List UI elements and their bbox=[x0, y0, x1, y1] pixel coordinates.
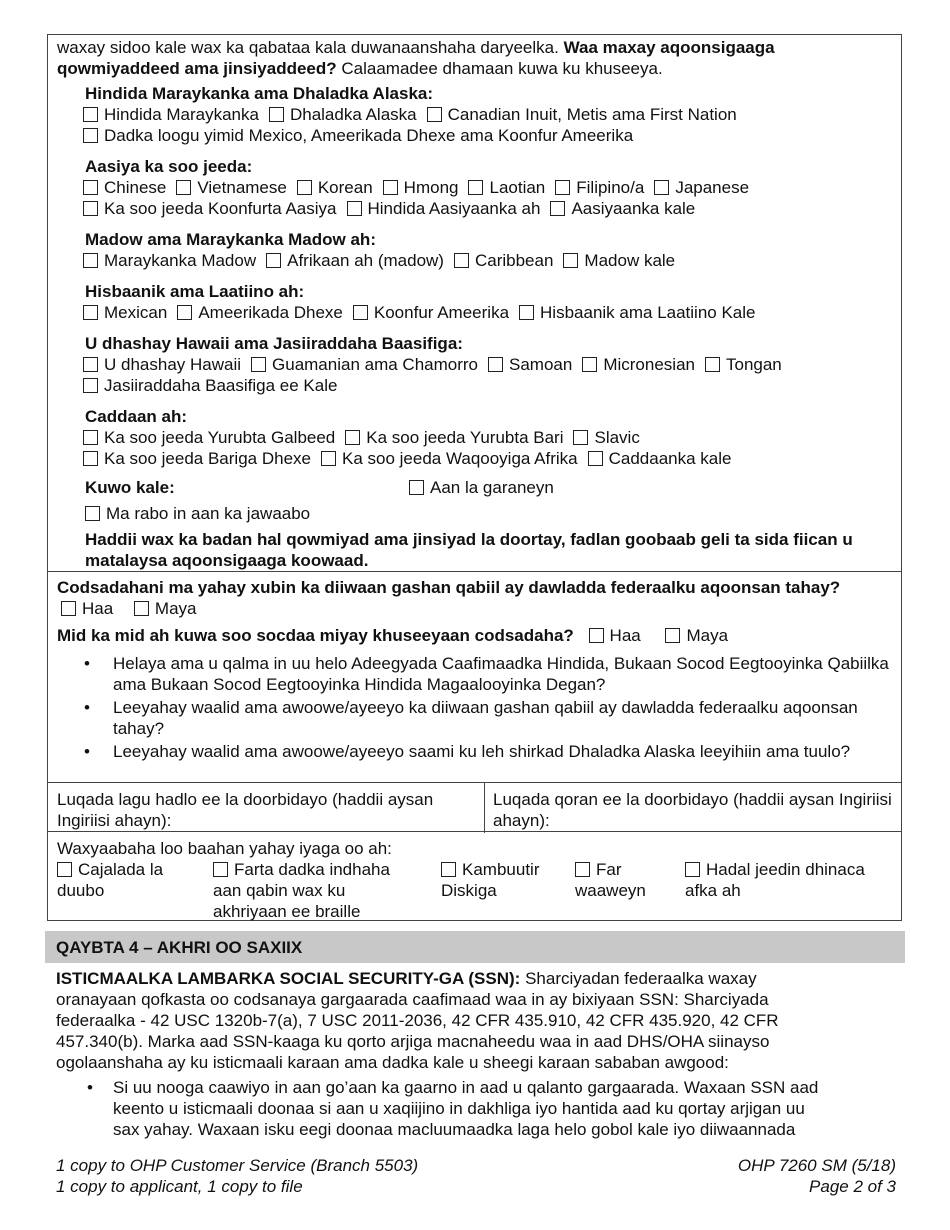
ethnicity-checkbox[interactable] bbox=[83, 378, 98, 393]
tribe-bullet: • Leeyahay waalid ama awoowe/ayeeyo saami ku leh shirkad Dhaladka Alaska leeyihiin ama tuulo? bbox=[48, 741, 898, 762]
ssn-line: 457.340(b). Marka aad SSN-kaaga ku qorto arjiga macnaheedu waa in aad DHS/OHA siinayso bbox=[56, 1032, 770, 1051]
ethnicity-group bbox=[85, 229, 898, 271]
ethnicity-group bbox=[85, 333, 898, 396]
access-option-line: waaweyn bbox=[575, 881, 646, 900]
access-option[interactable] bbox=[213, 859, 390, 922]
ethnicity-option[interactable] bbox=[176, 177, 286, 198]
ethnicity-option-label: Maraykanka Madow bbox=[104, 251, 257, 270]
access-option-line: duubo bbox=[57, 881, 105, 900]
ethnicity-checkbox[interactable] bbox=[321, 451, 336, 466]
ethnicity-option-row bbox=[83, 177, 898, 198]
access-option-label: Cajalada la bbox=[78, 860, 164, 879]
ethnicity-checkbox[interactable] bbox=[427, 107, 442, 122]
section-4-header bbox=[45, 931, 905, 963]
unknown-label: Aan la garaneyn bbox=[430, 478, 554, 497]
ethnicity-option[interactable] bbox=[555, 177, 644, 198]
ethnicity-option-row bbox=[83, 302, 898, 323]
ethnicity-checkbox[interactable] bbox=[347, 201, 362, 216]
ethnicity-option-label: Dadka loogu yimid Mexico, Ameerikada Dhexe ama Koonfur Ameerika bbox=[104, 126, 634, 145]
ethnicity-option[interactable] bbox=[345, 427, 563, 448]
access-option-label: Hadal jeedin dhinaca bbox=[706, 860, 865, 879]
ethnicity-option[interactable] bbox=[83, 448, 311, 469]
ethnicity-checkbox[interactable] bbox=[83, 357, 98, 372]
ethnicity-option-row bbox=[83, 427, 898, 448]
ethnicity-option-label: Hindida Maraykanka bbox=[104, 105, 259, 124]
ethnicity-checkbox[interactable] bbox=[297, 180, 312, 195]
ethnicity-checkbox[interactable] bbox=[177, 305, 192, 320]
q1-no-label: Maya bbox=[154, 599, 197, 618]
ethnicity-group-title: U dhashay Hawaii ama Jasiiraddaha Baasifiga: bbox=[85, 334, 463, 353]
ethnicity-option[interactable] bbox=[177, 302, 343, 323]
ethnicity-option[interactable] bbox=[488, 354, 572, 375]
ethnicity-option[interactable] bbox=[427, 104, 737, 125]
ethnicity-option-label: Ka soo jeeda Koonfurta Aasiya bbox=[104, 199, 337, 218]
access-checkbox[interactable] bbox=[57, 862, 72, 877]
q2-yes-label: Haa bbox=[609, 626, 641, 645]
q2-no-label: Maya bbox=[686, 626, 729, 645]
ethnicity-checkbox[interactable] bbox=[488, 357, 503, 372]
q2-no-checkbox[interactable] bbox=[665, 628, 680, 643]
access-option-line bbox=[441, 859, 539, 880]
language-divider bbox=[484, 783, 485, 833]
ssn-bullet-line: keento u isticmaali doonaa si aan u xaqiijino in dakhliga iyo hantida aad ku qortay arjigan uu bbox=[113, 1099, 805, 1118]
tribe-bullets bbox=[48, 653, 898, 762]
ethnicity-option-label: Canadian Inuit, Metis ama First Nation bbox=[447, 105, 737, 124]
other-label: Kuwo kale: bbox=[85, 478, 175, 497]
ethnicity-group-title: Caddaan ah: bbox=[85, 407, 188, 426]
ethnicity-option[interactable] bbox=[83, 125, 633, 146]
tribe-section bbox=[47, 571, 902, 782]
ethnicity-checkbox[interactable] bbox=[582, 357, 597, 372]
ethnicity-option-label: Vietnamese bbox=[197, 178, 287, 197]
tribe-question-1 bbox=[57, 577, 887, 619]
access-option[interactable] bbox=[57, 859, 163, 901]
ethnicity-group bbox=[85, 281, 898, 323]
ethnicity-option[interactable] bbox=[383, 177, 459, 198]
ethnicity-option[interactable] bbox=[251, 354, 478, 375]
q1-no-checkbox[interactable] bbox=[134, 601, 149, 616]
ethnicity-group bbox=[85, 156, 898, 219]
footer-left-2: 1 copy to applicant, 1 copy to file bbox=[56, 1177, 303, 1196]
ethnicity-option-label: Jasiiraddaha Baasifiga ee Kale bbox=[104, 376, 338, 395]
access-option-label: Far bbox=[596, 860, 622, 879]
ethnicity-option-label: U dhashay Hawaii bbox=[104, 355, 242, 374]
ethnicity-option[interactable] bbox=[550, 198, 695, 219]
access-option-line bbox=[685, 859, 865, 880]
section-4-title: QAYBTA 4 – AKHRI OO SAXIIX bbox=[56, 938, 303, 957]
ethnicity-checkbox[interactable] bbox=[83, 128, 98, 143]
ethnicity-option[interactable] bbox=[582, 354, 695, 375]
ethnicity-option-label: Laotian bbox=[489, 178, 546, 197]
access-checkbox[interactable] bbox=[213, 862, 228, 877]
ethnicity-option-label: Hisbaanik ama Laatiino Kale bbox=[540, 303, 756, 322]
ethnicity-checkbox[interactable] bbox=[83, 305, 98, 320]
language-section bbox=[47, 782, 902, 832]
ssn-bullet-line: sax yahay. Waxaan isku eegi doonaa macluumaadka laga helo gobol kale iyo diiwaannada bbox=[113, 1120, 796, 1139]
ethnicity-option-label: Samoan bbox=[509, 355, 573, 374]
ethnicity-checkbox[interactable] bbox=[251, 357, 266, 372]
ethnicity-option-label: Hmong bbox=[403, 178, 459, 197]
ssn-line: ogolaanshaha ay ku isticmaali karaan ama dadka kale u sheegi karaan sababan awgood: bbox=[56, 1053, 729, 1072]
access-option-line: akhriyaan ee braille bbox=[213, 902, 361, 921]
ethnicity-checkbox[interactable] bbox=[83, 107, 98, 122]
ethnicity-option-label: Madow kale bbox=[584, 251, 676, 270]
ethnicity-option-label: Ka soo jeeda Yurubta Bari bbox=[366, 428, 564, 447]
ethnicity-option[interactable] bbox=[297, 177, 373, 198]
ssn-bullet bbox=[56, 1077, 906, 1140]
ethnicity-option[interactable] bbox=[321, 448, 578, 469]
tribe-question-2-text: Mid ka mid ah kuwa soo socdaa miyay khuseeyaan codsadaha? bbox=[57, 626, 574, 645]
access-checkbox[interactable] bbox=[441, 862, 456, 877]
ethnicity-checkbox[interactable] bbox=[83, 253, 98, 268]
access-option-line: afka ah bbox=[685, 881, 741, 900]
unknown-checkbox[interactable] bbox=[409, 480, 424, 495]
access-option-line bbox=[575, 859, 646, 880]
ethnicity-group-title: Aasiya ka soo jeeda: bbox=[85, 157, 253, 176]
q2-yes-option[interactable] bbox=[589, 625, 641, 646]
ethnicity-option[interactable] bbox=[573, 427, 639, 448]
q1-yes-option[interactable] bbox=[61, 598, 113, 619]
access-needs-section bbox=[47, 831, 902, 921]
access-option-label: Kambuutir bbox=[462, 860, 540, 879]
ethnicity-option-label: Caddaanka kale bbox=[608, 449, 732, 468]
ethnicity-option-row bbox=[83, 125, 898, 146]
access-option-line bbox=[213, 859, 390, 880]
ethnicity-option-label: Hindida Aasiyaanka ah bbox=[367, 199, 541, 218]
ethnicity-option-label: Koonfur Ameerika bbox=[373, 303, 510, 322]
ethnicity-option[interactable] bbox=[347, 198, 541, 219]
ethnicity-checkbox[interactable] bbox=[83, 180, 98, 195]
access-option-line bbox=[57, 859, 163, 880]
ssn-line: oranayaan qofkasta oo codsanaya gargaarada caafimaad waa in ay bixiyaan SSN: Sharciyada bbox=[56, 990, 769, 1009]
ethnicity-option[interactable] bbox=[83, 177, 166, 198]
ethnicity-group-title: Hisbaanik ama Laatiino ah: bbox=[85, 282, 305, 301]
ethnicity-option-row bbox=[83, 104, 898, 125]
ssn-heading: ISTICMAALKA LAMBARKA SOCIAL SECURITY-GA (SSN): bbox=[56, 969, 521, 988]
intro-instruction: Calaamadee dhamaan kuwa ku khuseeya. bbox=[341, 59, 663, 78]
ethnicity-option-label: Filipino/a bbox=[576, 178, 645, 197]
ethnicity-option-label: Ka soo jeeda Yurubta Galbeed bbox=[104, 428, 336, 447]
ethnicity-option-label: Caribbean bbox=[474, 251, 554, 270]
ethnicity-option[interactable] bbox=[83, 354, 241, 375]
ethnicity-group bbox=[85, 83, 898, 146]
tribe-question-2 bbox=[57, 625, 897, 646]
q2-no-option[interactable] bbox=[665, 625, 728, 646]
ethnicity-checkbox[interactable] bbox=[83, 201, 98, 216]
ethnicity-intro bbox=[57, 37, 897, 79]
ethnicity-option[interactable] bbox=[468, 177, 545, 198]
ethnicity-section bbox=[47, 34, 902, 572]
ethnicity-option[interactable] bbox=[83, 302, 167, 323]
ethnicity-option-label: Ka soo jeeda Waqooyiga Afrika bbox=[341, 449, 578, 468]
ethnicity-option-label: Guamanian ama Chamorro bbox=[272, 355, 478, 374]
tribe-bullet: • Helaya ama u qalma in uu helo Adeegyada Caafimaadka Hindida, Bukaan Socod Eegtooyinka Qabiilka ama Bukaan Socod Eegtooyinka Hindida Magaalooyinka Degan? bbox=[48, 653, 898, 695]
q2-yes-checkbox[interactable] bbox=[589, 628, 604, 643]
access-option-label: Farta dadka indhaha bbox=[234, 860, 390, 879]
tribe-question-1-text: Codsadahani ma yahay xubin ka diiwaan gashan qabiil ay dawladda federaalku aqoonsan tahay? bbox=[57, 578, 841, 597]
access-option[interactable] bbox=[575, 859, 646, 901]
ethnicity-option-row bbox=[83, 354, 898, 375]
ethnicity-checkbox[interactable] bbox=[654, 180, 669, 195]
ethnicity-checkbox[interactable] bbox=[83, 430, 98, 445]
intro-text: waxay sidoo kale wax ka qabataa kala duwanaanshaha daryeelka. bbox=[57, 38, 559, 57]
ethnicity-option[interactable] bbox=[705, 354, 782, 375]
access-option[interactable] bbox=[685, 859, 865, 901]
ethnicity-option[interactable] bbox=[588, 448, 732, 469]
ethnicity-option-label: Slavic bbox=[594, 428, 640, 447]
ethnicity-checkbox[interactable] bbox=[550, 201, 565, 216]
ssn-paragraph bbox=[56, 968, 906, 1073]
decline-label: Ma rabo in aan ka jawaabo bbox=[106, 504, 311, 523]
ssn-bullet-line: Si uu nooga caawiyo in aan go’aan ka gaarno in aad u qalanto gargaarada. Waxaan SSN aad bbox=[113, 1078, 819, 1097]
spoken-language-field[interactable]: Luqada lagu hadlo ee la doorbidayo (haddii aysan Ingiriisi ahayn): bbox=[57, 790, 434, 830]
access-checkbox[interactable] bbox=[575, 862, 590, 877]
bullet-mark: • bbox=[87, 1078, 93, 1097]
ethnicity-option[interactable] bbox=[83, 427, 335, 448]
decline-checkbox[interactable] bbox=[85, 506, 100, 521]
ethnicity-option[interactable] bbox=[83, 250, 256, 271]
ethnicity-group bbox=[85, 406, 898, 469]
tribe-bullet: • Leeyahay waalid ama awoowe/ayeeyo ka diiwaan gashan qabiil ay dawladda federaalku aqoonsan tahay? bbox=[48, 697, 898, 739]
ethnicity-option[interactable] bbox=[654, 177, 749, 198]
ethnicity-option-label: Dhaladka Alaska bbox=[289, 105, 417, 124]
ethnicity-checkbox[interactable] bbox=[383, 180, 398, 195]
ethnicity-option-label: Mexican bbox=[104, 303, 168, 322]
ethnicity-option-label: Micronesian bbox=[603, 355, 695, 374]
ethnicity-option-row bbox=[83, 198, 898, 219]
ethnicity-option-label: Chinese bbox=[104, 178, 167, 197]
ethnicity-checkbox[interactable] bbox=[573, 430, 588, 445]
multiple-note: Haddii wax ka badan hal qowmiyad ama jinsiyad la doortay, fadlan goobaab geli ta sida fiican u matalaysa aqoonsigaaga koowaad. bbox=[85, 530, 853, 570]
ethnicity-checkbox[interactable] bbox=[563, 253, 578, 268]
q1-no-option[interactable] bbox=[134, 598, 197, 619]
ethnicity-checkbox[interactable] bbox=[468, 180, 483, 195]
ethnicity-option-row bbox=[83, 375, 898, 396]
ethnicity-checkbox[interactable] bbox=[353, 305, 368, 320]
ethnicity-option[interactable] bbox=[83, 104, 259, 125]
unknown-option[interactable] bbox=[409, 477, 554, 498]
footer-left-1: 1 copy to OHP Customer Service (Branch 5503) bbox=[56, 1156, 419, 1175]
ethnicity-option[interactable] bbox=[266, 250, 444, 271]
ethnicity-option[interactable] bbox=[83, 375, 337, 396]
q1-yes-checkbox[interactable] bbox=[61, 601, 76, 616]
written-language-field[interactable]: Luqada qoran ee la doorbidayo (haddii aysan Ingiriisi ahayn): bbox=[493, 790, 892, 830]
ethnicity-checkbox[interactable] bbox=[345, 430, 360, 445]
ssn-line: federaalka - 42 USC 1320b-7(a), 7 USC 2011-2036, 42 CFR 435.910, 42 CFR 435.920, 42 CFR bbox=[56, 1011, 779, 1030]
ethnicity-checkbox[interactable] bbox=[83, 451, 98, 466]
page-number: Page 2 of 3 bbox=[809, 1177, 896, 1196]
ethnicity-option-label: Aasiyaanka kale bbox=[571, 199, 696, 218]
ethnicity-option-row bbox=[83, 448, 898, 469]
ethnicity-option[interactable] bbox=[83, 198, 337, 219]
footer bbox=[56, 1155, 896, 1197]
access-option-line: aan qabin wax ku bbox=[213, 881, 346, 900]
ethnicity-checkbox[interactable] bbox=[705, 357, 720, 372]
access-needs-title: Waxyaabaha loo baahan yahay iyaga oo ah: bbox=[57, 839, 392, 858]
ethnicity-checkbox[interactable] bbox=[266, 253, 281, 268]
ethnicity-checkbox[interactable] bbox=[555, 180, 570, 195]
access-option-line: Diskiga bbox=[441, 881, 497, 900]
ethnicity-checkbox[interactable] bbox=[176, 180, 191, 195]
ethnicity-groups bbox=[48, 83, 898, 479]
ethnicity-option[interactable] bbox=[454, 250, 553, 271]
ethnicity-option-label: Ameerikada Dhexe bbox=[198, 303, 343, 322]
access-option[interactable] bbox=[441, 859, 539, 901]
ethnicity-option[interactable] bbox=[269, 104, 417, 125]
ethnicity-option[interactable] bbox=[563, 250, 675, 271]
ethnicity-option-label: Tongan bbox=[725, 355, 782, 374]
ethnicity-group-title: Madow ama Maraykanka Madow ah: bbox=[85, 230, 376, 249]
ethnicity-option-label: Ka soo jeeda Bariga Dhexe bbox=[104, 449, 311, 468]
ethnicity-checkbox[interactable] bbox=[519, 305, 534, 320]
intro-question: Waa maxay aqoonsigaaga qowmiyaddeed ama jinsiyaddeed? bbox=[57, 38, 775, 78]
ethnicity-checkbox[interactable] bbox=[454, 253, 469, 268]
q1-yes-label: Haa bbox=[82, 599, 114, 618]
form-number: OHP 7260 SM (5/18) bbox=[737, 1156, 896, 1175]
ethnicity-group-title: Hindida Maraykanka ama Dhaladka Alaska: bbox=[85, 84, 434, 103]
decline-option[interactable] bbox=[85, 503, 310, 524]
ethnicity-option-label: Japanese bbox=[675, 178, 750, 197]
ethnicity-checkbox[interactable] bbox=[588, 451, 603, 466]
ethnicity-option-row bbox=[83, 250, 898, 271]
ethnicity-option-label: Afrikaan ah (madow) bbox=[287, 251, 444, 270]
ethnicity-option[interactable] bbox=[353, 302, 509, 323]
access-checkbox[interactable] bbox=[685, 862, 700, 877]
ethnicity-option[interactable] bbox=[519, 302, 755, 323]
ethnicity-option-label: Korean bbox=[317, 178, 373, 197]
ssn-line-text: Sharciyadan federaalka waxay bbox=[525, 969, 757, 988]
ethnicity-checkbox[interactable] bbox=[269, 107, 284, 122]
ssn-line bbox=[56, 968, 906, 989]
